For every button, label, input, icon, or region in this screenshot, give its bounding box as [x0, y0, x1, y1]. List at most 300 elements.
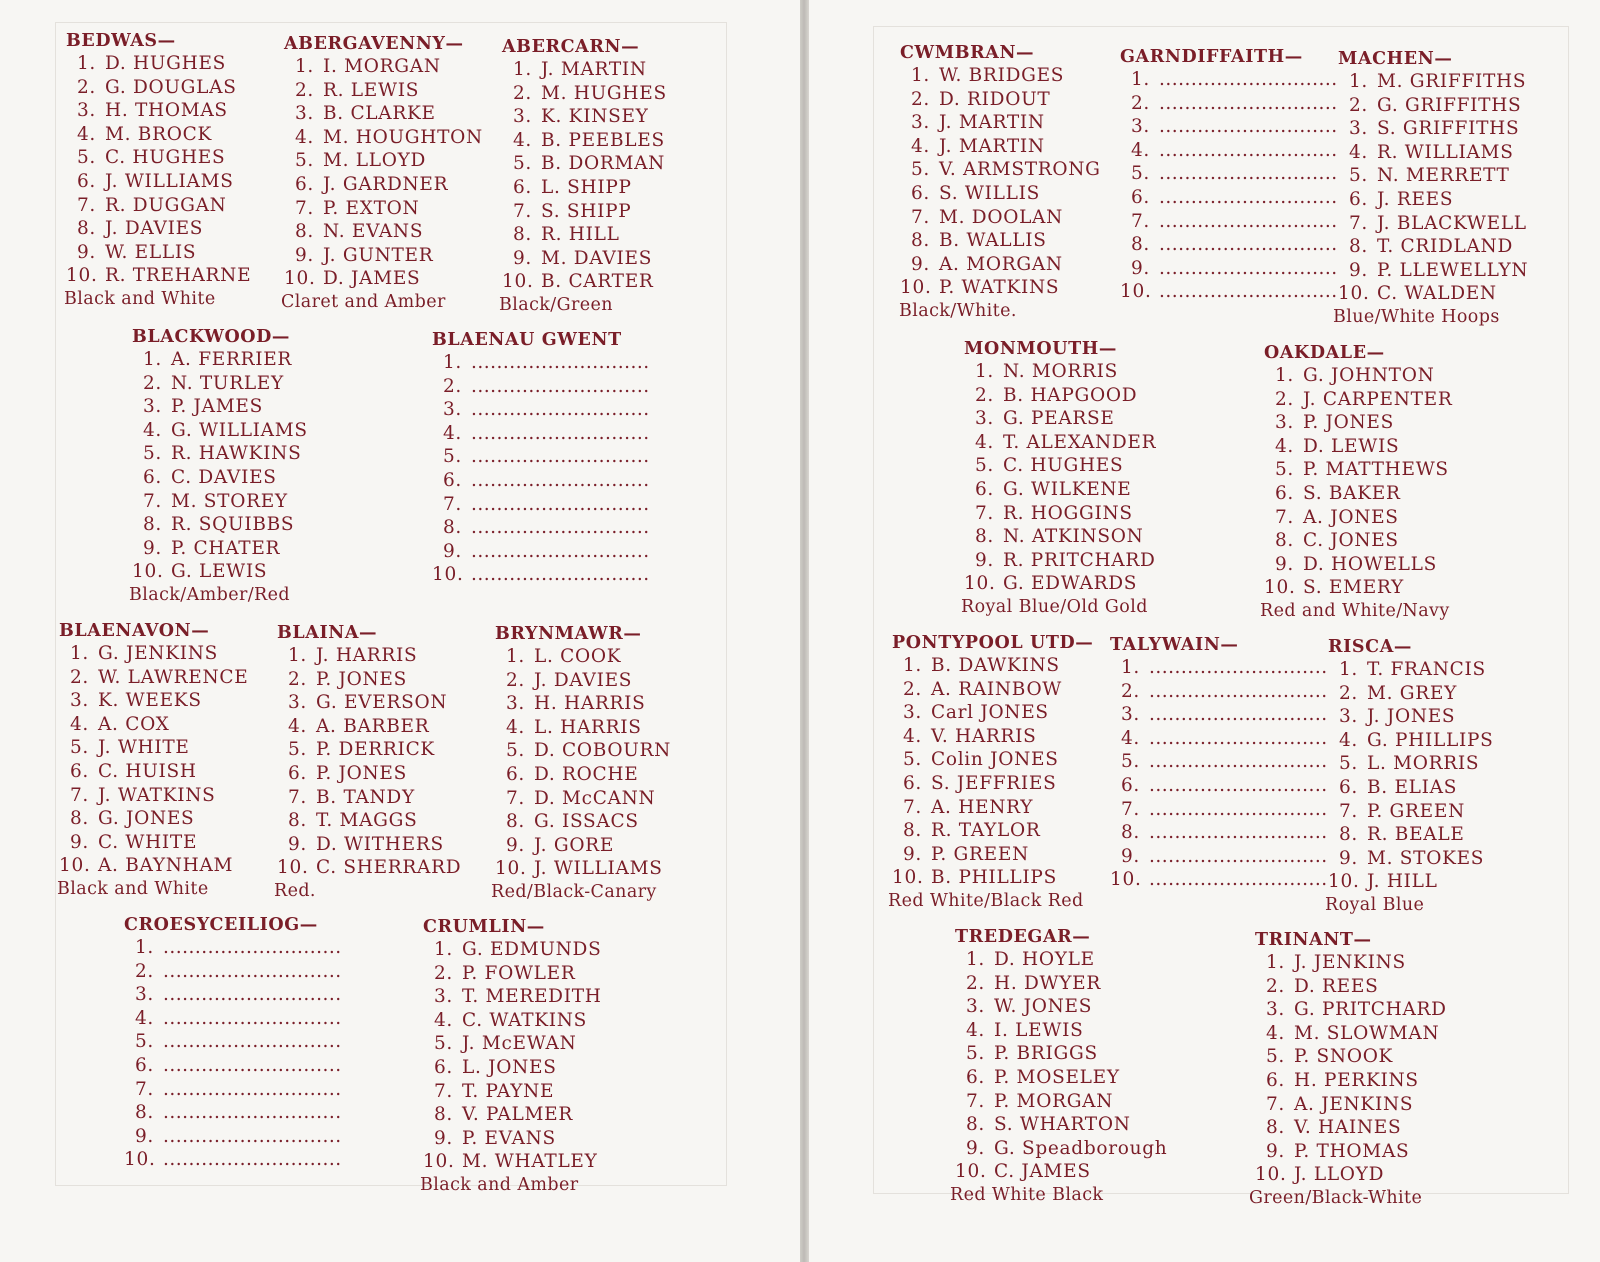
player-name: J. CARPENTER [1303, 388, 1453, 410]
roster-line [1120, 210, 1338, 234]
team-block-blaenau-gwent [432, 329, 650, 587]
roster-line [277, 691, 461, 715]
roster-number: 7. [69, 784, 89, 806]
roster-line [955, 1090, 1167, 1114]
player-name: B. TANDY [316, 786, 415, 808]
roster-line [892, 701, 1093, 725]
roster-number: 8. [1274, 530, 1294, 552]
team-block-abergavenny [281, 33, 483, 314]
player-name: M. HOUGHTON [323, 126, 483, 148]
roster-number: 6. [512, 176, 532, 198]
player-name: D. JAMES [323, 268, 421, 290]
roster-number: 5. [902, 749, 922, 771]
roster-number: 6. [442, 469, 462, 491]
roster-number: 8. [1265, 1117, 1285, 1139]
roster-line [284, 102, 483, 126]
player-name: J. McEWAN [462, 1033, 577, 1055]
player-name: P. SNOOK [1294, 1046, 1394, 1068]
roster-number: 2. [433, 962, 453, 984]
roster-number: 4. [974, 431, 994, 453]
roster-number: 5. [134, 1031, 154, 1053]
roster-number: 2. [134, 960, 154, 982]
team-colours: Red. [274, 880, 316, 901]
roster-number: 2. [76, 76, 96, 98]
team-colours: Claret and Amber [281, 291, 446, 312]
team-block-blaenavon [59, 620, 248, 901]
team-colours: Green/Black-White [1249, 1187, 1423, 1208]
team-colours: Red/Black-Canary [491, 881, 657, 902]
roster-line [66, 241, 251, 265]
roster-number: 1. [1274, 365, 1294, 386]
player-name: J. GARDNER [323, 173, 449, 195]
roster-number: 9. [76, 241, 96, 263]
player-name: P. LLEWELLYN [1377, 259, 1529, 281]
team-block-talywain [1110, 634, 1328, 892]
roster-number: 3. [442, 399, 462, 421]
player-name: A. JONES [1303, 506, 1399, 528]
team-roster [964, 360, 1156, 596]
blank-dotted-line: ............................ [1149, 798, 1328, 820]
player-name: S. BAKER [1303, 482, 1401, 504]
roster-number: 10. [124, 1149, 156, 1171]
blank-dotted-line: ............................ [1159, 92, 1338, 114]
player-name: L. MORRIS [1367, 753, 1480, 775]
roster-number: 1. [134, 937, 154, 958]
blank-dotted-line: ............................ [471, 422, 650, 444]
player-name: A. FERRIER [171, 349, 293, 370]
roster-number: 3. [910, 112, 930, 134]
team-roster [432, 351, 650, 587]
player-name: J. MARTIN [939, 112, 1045, 134]
blank-dotted-line: ............................ [471, 517, 650, 539]
roster-line [284, 126, 483, 150]
roster-number: 10. [1338, 283, 1370, 305]
roster-number: 1. [142, 349, 162, 370]
team-colours: Blue/White Hoops [1333, 306, 1500, 327]
team-block-machen [1333, 48, 1529, 329]
team-name: TALYWAIN— [1110, 635, 1239, 655]
roster-line [1255, 1093, 1447, 1117]
team-roster [423, 938, 602, 1174]
roster-line [1255, 1045, 1447, 1069]
roster-line [495, 692, 671, 716]
roster-line [1120, 115, 1338, 139]
roster-line [1255, 951, 1447, 975]
roster-line [892, 725, 1093, 749]
roster-line [432, 493, 650, 517]
roster-line [284, 149, 483, 173]
roster-number: 8. [442, 517, 462, 539]
roster-line [423, 962, 602, 986]
roster-number: 10. [502, 271, 534, 293]
roster-line [955, 1160, 1167, 1184]
roster-number: 7. [287, 786, 307, 808]
roster-line [1110, 798, 1328, 822]
team-roster [502, 58, 667, 294]
roster-line [1338, 164, 1528, 188]
roster-number: 4. [1348, 141, 1368, 163]
team-name: CRUMLIN— [423, 917, 545, 937]
roster-number: 7. [433, 1080, 453, 1102]
roster-line [132, 513, 308, 537]
roster-number: 8. [142, 514, 162, 536]
roster-line [59, 854, 248, 878]
roster-line [1328, 800, 1493, 824]
roster-number: 9. [505, 834, 525, 856]
roster-line [1120, 257, 1338, 281]
roster-number: 10. [432, 564, 464, 586]
team-roster [1120, 68, 1338, 304]
roster-line [59, 642, 248, 666]
roster-number: 4. [294, 126, 314, 148]
roster-line [1255, 1116, 1447, 1140]
player-name: S. SHIPP [541, 200, 632, 222]
roster-line [1338, 70, 1528, 94]
roster-number: 4. [76, 123, 96, 145]
team-roster [900, 64, 1101, 300]
blank-dotted-line: ............................ [1159, 116, 1338, 138]
roster-number: 4. [142, 419, 162, 441]
player-name: V. ARMSTRONG [939, 159, 1101, 181]
roster-line [892, 748, 1093, 772]
roster-line [284, 267, 483, 291]
roster-number: 3. [287, 692, 307, 714]
player-name: D. LEWIS [1303, 435, 1400, 457]
roster-line [964, 478, 1156, 502]
roster-line [955, 972, 1167, 996]
team-colours: Red White Black [950, 1184, 1104, 1205]
player-name: B. CLARKE [323, 103, 436, 125]
roster-line [66, 52, 251, 76]
roster-line [132, 348, 308, 372]
roster-number: 4. [1274, 435, 1294, 457]
player-name: J. WILLIAMS [105, 170, 234, 192]
roster-number: 10. [1110, 869, 1142, 891]
player-name: H. PERKINS [1294, 1069, 1419, 1091]
roster-line [892, 843, 1093, 867]
player-name: R. LEWIS [323, 79, 420, 101]
player-name: G. Speadborough [994, 1137, 1168, 1159]
roster-line [277, 738, 461, 762]
roster-line [1120, 92, 1338, 116]
roster-number: 1. [1265, 952, 1285, 973]
team-name: CROESYCEILIOG— [124, 915, 318, 935]
roster-number: 8. [294, 221, 314, 243]
player-name: J. WATKINS [98, 784, 216, 806]
roster-number: 5. [142, 443, 162, 465]
roster-line [124, 936, 342, 960]
roster-number: 2. [965, 972, 985, 994]
player-name: L. COOK [534, 646, 622, 667]
blank-dotted-line: ............................ [1159, 234, 1338, 256]
roster-number: 7. [1348, 212, 1368, 234]
player-name: P. EXTON [323, 197, 420, 219]
roster-number: 10. [1328, 871, 1360, 893]
player-name: G. PEARSE [1003, 408, 1115, 430]
roster-number: 5. [76, 147, 96, 169]
blank-dotted-line: ............................ [471, 540, 650, 562]
team-roster [132, 348, 308, 584]
roster-line [964, 572, 1156, 596]
roster-line [432, 445, 650, 469]
roster-line [423, 985, 602, 1009]
roster-number: 2. [974, 384, 994, 406]
roster-number: 1. [965, 949, 985, 970]
player-name: P. BRIGGS [994, 1043, 1098, 1065]
team-name: BLAENAVON— [59, 621, 210, 641]
roster-number: 2. [1348, 94, 1368, 116]
roster-number: 8. [910, 230, 930, 252]
roster-number: 6. [142, 466, 162, 488]
roster-number: 2. [69, 666, 89, 688]
roster-line [432, 351, 650, 375]
roster-number: 8. [69, 808, 89, 830]
roster-line [284, 220, 483, 244]
roster-number: 2. [902, 678, 922, 700]
player-name: B. CARTER [541, 271, 654, 293]
roster-line [59, 784, 248, 808]
roster-line [124, 1125, 342, 1149]
roster-line [1255, 998, 1447, 1022]
player-name: W. JONES [994, 996, 1093, 1018]
roster-number: 8. [505, 811, 525, 833]
roster-number: 4. [965, 1019, 985, 1041]
team-name: BLAENAU GWENT [432, 330, 622, 350]
roster-number: 7. [76, 194, 96, 216]
roster-number: 9. [433, 1127, 453, 1149]
player-name: I. MORGAN [323, 56, 441, 77]
player-name: D. HOWELLS [1303, 553, 1437, 575]
roster-number: 5. [1265, 1046, 1285, 1068]
player-name: R. DUGGAN [105, 194, 227, 216]
team-name: ABERCARN— [502, 37, 640, 57]
blank-dotted-line: ............................ [1149, 680, 1328, 702]
roster-line [284, 197, 483, 221]
roster-line [495, 669, 671, 693]
roster-line [892, 796, 1093, 820]
roster-number: 9. [974, 549, 994, 571]
roster-line [900, 206, 1101, 230]
roster-number: 5. [1338, 753, 1358, 775]
roster-line [1110, 845, 1328, 869]
player-name: J. HARRIS [316, 645, 418, 666]
player-name: G. LEWIS [171, 561, 268, 583]
roster-number: 8. [1120, 822, 1140, 844]
player-name: T. PAYNE [462, 1080, 555, 1102]
team-roster [59, 642, 248, 878]
roster-line [1338, 282, 1528, 306]
roster-number: 7. [1274, 506, 1294, 528]
player-name: P. MATTHEWS [1303, 459, 1449, 481]
roster-number: 7. [974, 502, 994, 524]
roster-number: 3. [512, 106, 532, 128]
player-name: S. GRIFFITHS [1377, 118, 1520, 140]
player-name: R. TREHARNE [105, 265, 252, 287]
player-name: M. BROCK [105, 123, 212, 145]
player-name: G. WILKENE [1003, 478, 1132, 500]
roster-number: 8. [134, 1102, 154, 1124]
player-name: T. FRANCIS [1367, 659, 1486, 680]
roster-line [495, 763, 671, 787]
player-name: R. HILL [541, 224, 620, 246]
roster-line [900, 253, 1101, 277]
roster-number: 6. [287, 762, 307, 784]
roster-line [277, 644, 461, 668]
player-name: J. GORE [534, 834, 615, 856]
roster-number: 6. [1130, 186, 1150, 208]
player-name: A. HENRY [931, 796, 1034, 818]
player-name: C. HUGHES [1003, 455, 1124, 477]
player-name: P. FOWLER [462, 962, 576, 984]
blank-dotted-line: ............................ [1159, 139, 1338, 161]
player-name: P. JAMES [171, 396, 263, 418]
roster-number: 6. [1274, 482, 1294, 504]
roster-number: 3. [76, 100, 96, 122]
player-name: M. STOREY [171, 490, 288, 512]
player-name: G. EVERSON [316, 692, 448, 714]
roster-line [432, 516, 650, 540]
team-roster [124, 936, 342, 1172]
roster-number: 8. [1348, 236, 1368, 258]
blank-dotted-line: ............................ [471, 564, 650, 586]
roster-number: 10. [1264, 577, 1296, 599]
roster-number: 8. [287, 810, 307, 832]
roster-number: 10. [964, 573, 996, 595]
roster-line [1110, 680, 1328, 704]
roster-number: 1. [287, 645, 307, 666]
roster-line [892, 772, 1093, 796]
roster-line [132, 560, 308, 584]
roster-number: 5. [1274, 459, 1294, 481]
roster-line [277, 762, 461, 786]
roster-number: 3. [974, 408, 994, 430]
roster-line [900, 276, 1101, 300]
player-name: G. EDWARDS [1003, 573, 1138, 595]
blank-dotted-line: ............................ [471, 493, 650, 515]
roster-number: 8. [76, 218, 96, 240]
roster-line [1120, 139, 1338, 163]
blank-dotted-line: ............................ [163, 1031, 342, 1053]
player-name: G. JONES [98, 808, 195, 830]
roster-line [277, 809, 461, 833]
roster-line [59, 760, 248, 784]
player-name: A. BARBER [316, 715, 430, 737]
roster-line [124, 1148, 342, 1172]
player-name: D. WITHERS [316, 833, 444, 855]
roster-number: 4. [902, 725, 922, 747]
team-name: GARNDIFFAITH— [1120, 47, 1303, 67]
roster-number: 9. [294, 244, 314, 266]
roster-number: 5. [505, 740, 525, 762]
team-name: CWMBRAN— [900, 43, 1035, 63]
roster-number: 4. [505, 716, 525, 738]
roster-line [1264, 576, 1453, 600]
player-name: D. HOYLE [994, 949, 1095, 970]
player-name: R. HAWKINS [171, 443, 302, 465]
roster-number: 10. [277, 857, 309, 879]
roster-number: 1. [294, 56, 314, 77]
roster-line [892, 654, 1093, 678]
player-name: A. BAYNHAM [98, 855, 234, 877]
roster-line [432, 375, 650, 399]
roster-line [59, 689, 248, 713]
roster-line [1328, 705, 1493, 729]
player-name: M. GREY [1367, 682, 1458, 704]
roster-number: 3. [1130, 116, 1150, 138]
player-name: R. TAYLOR [931, 820, 1041, 842]
player-name: C. SHERRARD [316, 857, 462, 879]
roster-number: 7. [1265, 1093, 1285, 1115]
player-name: D. RIDOUT [939, 88, 1051, 110]
roster-line [502, 200, 667, 224]
team-roster [495, 645, 671, 881]
roster-line [124, 1007, 342, 1031]
roster-number: 6. [902, 772, 922, 794]
roster-line [964, 454, 1156, 478]
player-name: M. LLOYD [323, 150, 427, 172]
roster-line [892, 819, 1093, 843]
roster-line [277, 786, 461, 810]
roster-line [66, 146, 251, 170]
roster-line [1264, 482, 1453, 506]
roster-number: 9. [1120, 845, 1140, 867]
roster-line [495, 716, 671, 740]
roster-line [59, 713, 248, 737]
team-name: BEDWAS— [66, 31, 176, 51]
team-colours: Black/Green [499, 294, 613, 315]
player-name: R. BEALE [1367, 824, 1465, 846]
player-name: D. McCANN [534, 787, 656, 809]
blank-dotted-line: ............................ [163, 1054, 342, 1076]
team-block-garndiffaith [1120, 46, 1338, 304]
roster-line [1338, 259, 1528, 283]
roster-number: 2. [1130, 92, 1150, 114]
roster-number: 1. [76, 53, 96, 74]
team-name: BLACKWOOD— [132, 327, 291, 347]
roster-number: 2. [294, 79, 314, 101]
roster-line [132, 395, 308, 419]
roster-number: 7. [512, 200, 532, 222]
player-name: J. LLOYD [1294, 1164, 1385, 1186]
roster-line [1264, 529, 1453, 553]
team-name: TRINANT— [1255, 930, 1372, 950]
roster-number: 1. [69, 643, 89, 664]
roster-line [1110, 821, 1328, 845]
roster-number: 1. [1338, 659, 1358, 680]
roster-line [1255, 1069, 1447, 1093]
team-roster [955, 948, 1167, 1184]
player-name: B. DAWKINS [931, 655, 1060, 676]
roster-line [66, 217, 251, 241]
roster-line [955, 1137, 1167, 1161]
roster-line [1328, 870, 1493, 894]
player-name: P. MOSELEY [994, 1066, 1120, 1088]
player-name: V. HARRIS [931, 725, 1037, 747]
roster-number: 4. [910, 135, 930, 157]
roster-line [495, 857, 671, 881]
player-name: L. SHIPP [541, 176, 632, 198]
team-roster [284, 55, 483, 291]
roster-number: 8. [512, 224, 532, 246]
roster-line [495, 810, 671, 834]
player-name: C. HUISH [98, 760, 197, 782]
roster-number: 1. [974, 361, 994, 382]
player-name: C. WATKINS [462, 1009, 588, 1031]
team-block-bedwas [66, 30, 251, 311]
roster-line [900, 111, 1101, 135]
roster-line [1328, 847, 1493, 871]
roster-number: 1. [433, 939, 453, 960]
